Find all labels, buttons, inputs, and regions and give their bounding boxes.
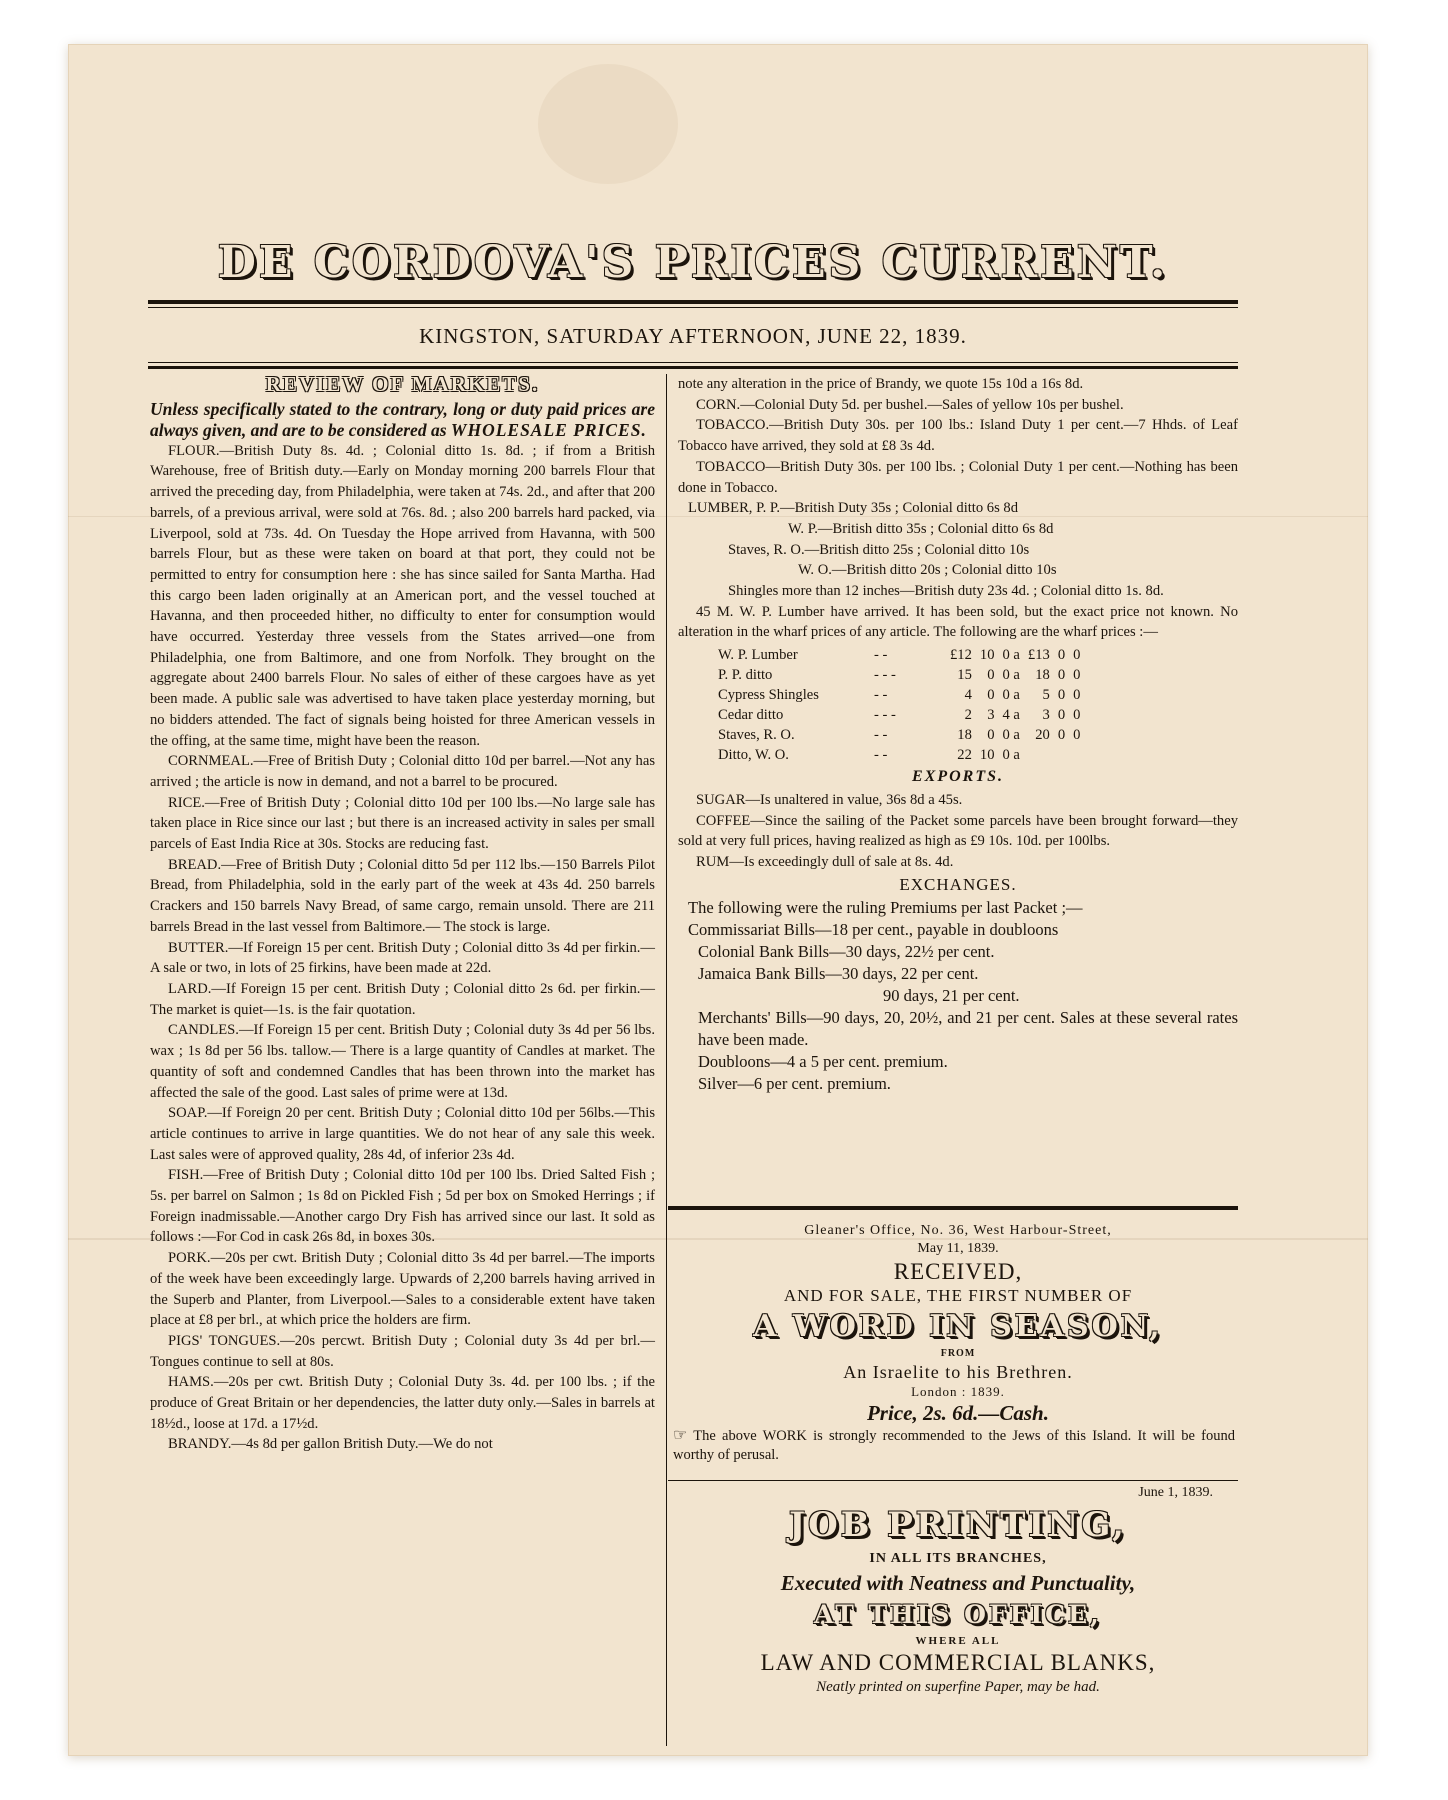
rule xyxy=(148,362,1238,363)
wharf-intro: 45 M. W. P. Lumber have arrived. It has been sold, but the exact price not known. No alteration in the wharf prices of any article. The following are the wharf prices :— xyxy=(678,603,1238,641)
exchange-line: Doubloons—4 a 5 per cent. premium. xyxy=(698,1052,948,1072)
rule xyxy=(668,1206,1238,1210)
lumber-line: W. O.—British ditto 20s ; Colonial ditto 10s xyxy=(798,562,1057,579)
wharf-price-row xyxy=(718,665,1088,685)
rule xyxy=(148,366,1238,369)
wharf-cell-f xyxy=(1073,745,1088,765)
market-paragraph: BUTTER.—If Foreign 15 per cent. British Duty ; Colonial ditto 3s 4d per firkin.—A sale or two, in lots of 25 firkins, have been made at 22d. xyxy=(150,939,655,977)
ad2-executed: Executed with Neatness and Punctuality, xyxy=(780,1571,1136,1595)
wharf-cell-item: Ditto, W. O. xyxy=(718,747,789,764)
exchange-line: Merchants' Bills—90 days, 20, 20½, and 21 per cent. Sales at these several rates have been made. xyxy=(698,1008,1238,1050)
wharf-cell-c: 0 a xyxy=(1002,687,1020,704)
wharf-cell-c: 4 a xyxy=(1002,707,1020,724)
review-column xyxy=(150,374,655,1455)
exchange-line: Colonial Bank Bills—30 days, 22½ per cent. xyxy=(698,942,995,962)
ad-author: An Israelite to his Brethren. xyxy=(843,1362,1073,1382)
market-paragraph: FISH.—Free of British Duty ; Colonial ditto 10d per 100 lbs. Dried Salted Fish ; 5s. per barrel on Salmon ; 1s 8d on Pickled Fish ; 5d per box on Smoked Herrings ; if Foreign inadmissable.—Another cargo Dry Fish has arrived since our last. It sold as follows :—For Cod in cask 26s 8d, in boxes 30s. xyxy=(150,1167,655,1246)
wharf-cell-b: 10 xyxy=(979,747,995,764)
dateline: KINGSTON, SATURDAY AFTERNOON, JUNE 22, 1839. xyxy=(419,324,967,348)
wholesale-note xyxy=(150,399,655,441)
rule xyxy=(668,1480,1238,1481)
wharf-price-row xyxy=(718,745,1088,765)
wharf-cell-dash: - - xyxy=(874,647,888,664)
lumber-line: Staves, R. O.—British ditto 25s ; Colonial ditto 10s xyxy=(728,541,1030,558)
wharf-cell-b: 0 xyxy=(987,667,995,684)
exchange-line: Jamaica Bank Bills—30 days, 22 per cent. xyxy=(698,964,979,984)
wharf-cell-b: 0 xyxy=(987,687,995,704)
market-paragraph: RICE.—Free of British Duty ; Colonial ditto 10d per 100 lbs.—No large sale has taken place in Rice since our last ; but there is an increased activity in sales per small parcels of East India Rice at 30s. Stocks are reducing fast. xyxy=(150,794,655,853)
exports-heading: EXPORTS. xyxy=(911,768,1004,786)
market-paragraph: BRANDY.—4s 8d per gallon British Duty.—We do not xyxy=(168,1436,493,1453)
wharf-cell-d: 18 xyxy=(1035,667,1050,684)
wholesale-note-text: Unless specifically stated to the contrary, long or duty paid prices are always given, and are to be considered as xyxy=(150,398,655,440)
wharf-cell-item: Cedar ditto xyxy=(718,707,784,724)
review-heading: REVIEW OF MARKETS. xyxy=(265,372,540,396)
wharf-cell-f: 0 xyxy=(1073,707,1081,724)
wharf-cell-d: 3 xyxy=(1042,707,1050,724)
wharf-cell-f: 0 xyxy=(1073,727,1081,744)
wharf-cell-e: 0 xyxy=(1057,647,1066,664)
wharf-cell-e: 0 xyxy=(1057,727,1066,744)
lumber-line: LUMBER, P. P.—British Duty 35s ; Colonial ditto 6s 8d xyxy=(688,500,1019,517)
wharf-price-row xyxy=(718,685,1088,705)
wharf-price-table xyxy=(718,645,1088,765)
exchange-line: The following were the ruling Premiums per last Packet ;— xyxy=(688,898,1083,918)
wholesale-note-caps: WHOLESALE PRICES. xyxy=(450,419,647,440)
exports-paragraph: RUM—Is exceedingly dull of sale at 8s. 4d. xyxy=(696,853,954,870)
exchange-line: Silver—6 per cent. premium. xyxy=(698,1074,891,1094)
exchange-line: 90 days, 21 per cent. xyxy=(883,986,1020,1006)
right-column xyxy=(678,374,1238,1095)
exchanges-heading: EXCHANGES. xyxy=(899,874,1017,894)
ad-date: May 11, 1839. xyxy=(917,1241,999,1256)
wharf-cell-a: 22 xyxy=(957,747,972,764)
wharf-price-row xyxy=(718,645,1088,665)
wharf-cell-d: £13 xyxy=(1027,647,1050,664)
wharf-cell-d xyxy=(1028,745,1058,765)
ad-recommend xyxy=(673,1426,1243,1465)
wharf-cell-a: 2 xyxy=(964,707,972,724)
ad2-neatly: Neatly printed on superfine Paper, may be had. xyxy=(816,1679,1100,1695)
market-paragraph: TOBACCO—British Duty 30s. per 100 lbs. ; Colonial Duty 1 per cent.—Nothing has been done in Tobacco. xyxy=(678,458,1238,496)
wharf-cell-a: 4 xyxy=(964,687,972,704)
market-paragraph: CORNMEAL.—Free of British Duty ; Colonial ditto 10d per barrel.—Not any has arrived ; the article is now in demand, and not a barrel to be procured. xyxy=(150,753,655,790)
wharf-cell-item: Cypress Shingles xyxy=(718,687,819,704)
wharf-cell-c: 0 a xyxy=(1002,747,1020,764)
wharf-cell-c: 0 a xyxy=(1002,667,1020,684)
wharf-cell-a: 18 xyxy=(957,727,972,744)
masthead: DE CORDOVA'S PRICES CURRENT. xyxy=(217,237,1169,288)
ad2-date: June 1, 1839. xyxy=(1138,1485,1213,1500)
ad2-where: WHERE ALL xyxy=(915,1635,1001,1647)
market-paragraph: BREAD.—Free of British Duty ; Colonial ditto 5d per 112 lbs.—150 Barrels Pilot Bread, from Philadelphia, sold in the early part of the week at 43s 4d. 250 barrels Crackers and 150 barrels Navy Bread, of same cargo, remain unsold. There are 211 barrels Bread in the last vessel from Baltimore.— The stock is large. xyxy=(150,856,655,935)
wharf-cell-b: 3 xyxy=(987,707,995,724)
lumber-line: Shingles more than 12 inches—British duty 23s 4d. ; Colonial ditto 1s. 8d. xyxy=(728,583,1164,600)
wharf-cell-e: 0 xyxy=(1057,707,1066,724)
wharf-cell-item: P. P. ditto xyxy=(718,667,773,684)
wharf-cell-f: 0 xyxy=(1073,647,1081,664)
lumber-line: W. P.—British ditto 35s ; Colonial ditto 6s 8d xyxy=(788,520,1054,537)
ad2-office: AT THIS OFFICE, xyxy=(814,1600,1102,1629)
market-paragraph: TOBACCO.—British Duty 30s. per 100 lbs.: Island Duty 1 per cent.—7 Hhds. of Leaf Tobacco have arrived, they sold at £8 3s 4d. xyxy=(678,417,1238,455)
wharf-cell-d: 5 xyxy=(1042,687,1050,704)
ad-london: London : 1839. xyxy=(911,1384,1005,1399)
wharf-cell-dash: - - - xyxy=(874,667,896,684)
wharf-cell-f: 0 xyxy=(1073,667,1081,684)
exchange-line: Commissariat Bills—18 per cent., payable in doubloons xyxy=(688,920,1059,940)
wharf-cell-item: Staves, R. O. xyxy=(718,727,795,744)
market-paragraph: FLOUR.—British Duty 8s. 4d. ; Colonial ditto 1s. 8d. ; if from a British Warehouse, free of British duty.—Early on Monday morning 200 barrels Flour that arrived the preceding day, from Philadelphia, were taken at 74s. 2d., and after that 200 barrels, of a previous arrival, were sold at 76s. 8d. ; also 200 barrels hard packed, via Liverpool, sold at 73s. 4d. On Tuesday the Hope arrived from Havanna, with 500 barrels Flour, but as these were taken on board at that port, they could not be permitted to entry for consumption here : she has since sailed for Santa Martha. Had this cargo been laden originally at an American port, and the vessel touched at Havanna, and then proceeded hither, no difficulty to enter for consumption would have occurred. Yesterday three vessels from the States arrived—one from Philadelphia, one from Baltimore, and one from Norfolk. They brought on the aggregate about 2400 barrels Flour. No sales of either of these cargoes have as yet been made. A public sale was advertised to have taken place yesterday morning, but no bidders attended. The fact of signals being hoisted for three American vessels in the offing, at the same time, might have been the reason. xyxy=(150,442,655,749)
wharf-cell-dash: - - xyxy=(874,687,888,704)
wharf-cell-e xyxy=(1058,745,1073,765)
rule xyxy=(148,307,1238,308)
ad2-title: JOB PRINTING, xyxy=(788,1505,1128,1545)
market-paragraph: LARD.—If Foreign 15 per cent. British Duty ; Colonial ditto 2s 6d. per firkin.—The market is quiet—1s. is the fair quotation. xyxy=(150,980,655,1018)
word-in-season-ad xyxy=(673,1222,1243,1465)
ad-price: Price, 2s. 6d.—Cash. xyxy=(866,1401,1049,1425)
market-paragraph: SOAP.—If Foreign 20 per cent. British Duty ; Colonial ditto 10d per 56lbs.—This article continues to arrive in large quantities. We do not hear of any sale this week. Last sales were of approved quality, 28s 4d, of inferior 23s 4d. xyxy=(150,1105,655,1163)
wharf-cell-a: 15 xyxy=(957,667,972,684)
wharf-cell-a: £12 xyxy=(950,647,972,664)
column-rule xyxy=(666,374,667,1746)
wharf-cell-d: 20 xyxy=(1035,727,1050,744)
ad-received: RECEIVED, xyxy=(893,1259,1023,1284)
exports-paragraph: SUGAR—Is unaltered in value, 36s 8d a 45s. xyxy=(696,791,963,808)
wharf-cell-item: W. P. Lumber xyxy=(718,647,798,664)
market-paragraph: note any alteration in the price of Brandy, we quote 15s 10d a 16s 8d. xyxy=(678,376,1084,392)
wharf-cell-e: 0 xyxy=(1057,667,1066,684)
ad2-branches: IN ALL ITS BRANCHES, xyxy=(869,1551,1047,1566)
rule xyxy=(148,300,1238,304)
newspaper-sheet xyxy=(68,44,1368,1756)
wharf-price-row xyxy=(718,705,1088,725)
job-printing-ad xyxy=(673,1484,1243,1697)
ad-recommend-text: The above WORK is strongly recommended to the Jews of this Island. It will be found worthy of perusal. xyxy=(673,1428,1235,1463)
wharf-cell-dash: - - - xyxy=(874,707,896,724)
exports-paragraph: COFFEE—Since the sailing of the Packet some parcels have been brought forward—they sold at very full prices, having realized as high as £9 10s. 10d. per 100lbs. xyxy=(678,812,1238,850)
wharf-cell-f: 0 xyxy=(1073,687,1081,704)
pointing-hand-icon: ☞ xyxy=(673,1427,688,1444)
market-paragraph: CORN.—Colonial Duty 5d. per bushel.—Sales of yellow 10s per bushel. xyxy=(696,396,1124,413)
market-paragraph: PORK.—20s per cwt. British Duty ; Colonial ditto 3s 4d per barrel.—The imports of the week have been exceedingly large. Upwards of 2,200 barrels having arrived in the Superb and Planter, from Liverpool.—Sales to a considerable extent have taken place at £8 per brl., at which price the holders are firm. xyxy=(150,1250,655,1329)
ad-sale: AND FOR SALE, THE FIRST NUMBER OF xyxy=(783,1286,1133,1305)
wharf-cell-dash: - - xyxy=(874,747,888,764)
paper-stain xyxy=(538,64,678,184)
market-paragraph: PIGS' TONGUES.—20s percwt. British Duty ; Colonial duty 3s 4d per brl.—Tongues continue to sell at 80s. xyxy=(150,1332,655,1370)
wharf-cell-c: 0 a xyxy=(1002,727,1020,744)
ad-title: A WORD IN SEASON, xyxy=(753,1309,1163,1344)
ad-office-line: Gleaner's Office, No. 36, West Harbour-Street, xyxy=(804,1223,1112,1238)
wharf-cell-c: 0 a xyxy=(1002,647,1020,664)
ad-from: FROM xyxy=(940,1348,976,1359)
wharf-cell-dash: - - xyxy=(874,727,888,744)
ad2-blanks: LAW AND COMMERCIAL BLANKS, xyxy=(760,1650,1156,1675)
market-paragraph: CANDLES.—If Foreign 15 per cent. British Duty ; Colonial duty 3s 4d per 56 lbs. wax ; 1s 8d per 56 lbs. tallow.— There is a large quantity of Candles at market. The quantity of soft and condemned Candles that has been thrown into the market has affected the sale of the good. Last sales of prime were at 13d. xyxy=(150,1022,655,1101)
wharf-cell-b: 0 xyxy=(987,727,995,744)
wharf-cell-b: 10 xyxy=(979,647,995,664)
market-paragraph: HAMS.—20s per cwt. British Duty ; Colonial Duty 3s. 4d. per 100 lbs. ; if the produce of Great Britain or her dependencies, the latter duty only.—Sales in barrels at 18½d., loose at 17d. a 17½d. xyxy=(150,1374,655,1432)
wharf-price-row xyxy=(718,725,1088,745)
wharf-cell-e: 0 xyxy=(1057,687,1066,704)
exchanges-block xyxy=(678,897,1238,1095)
